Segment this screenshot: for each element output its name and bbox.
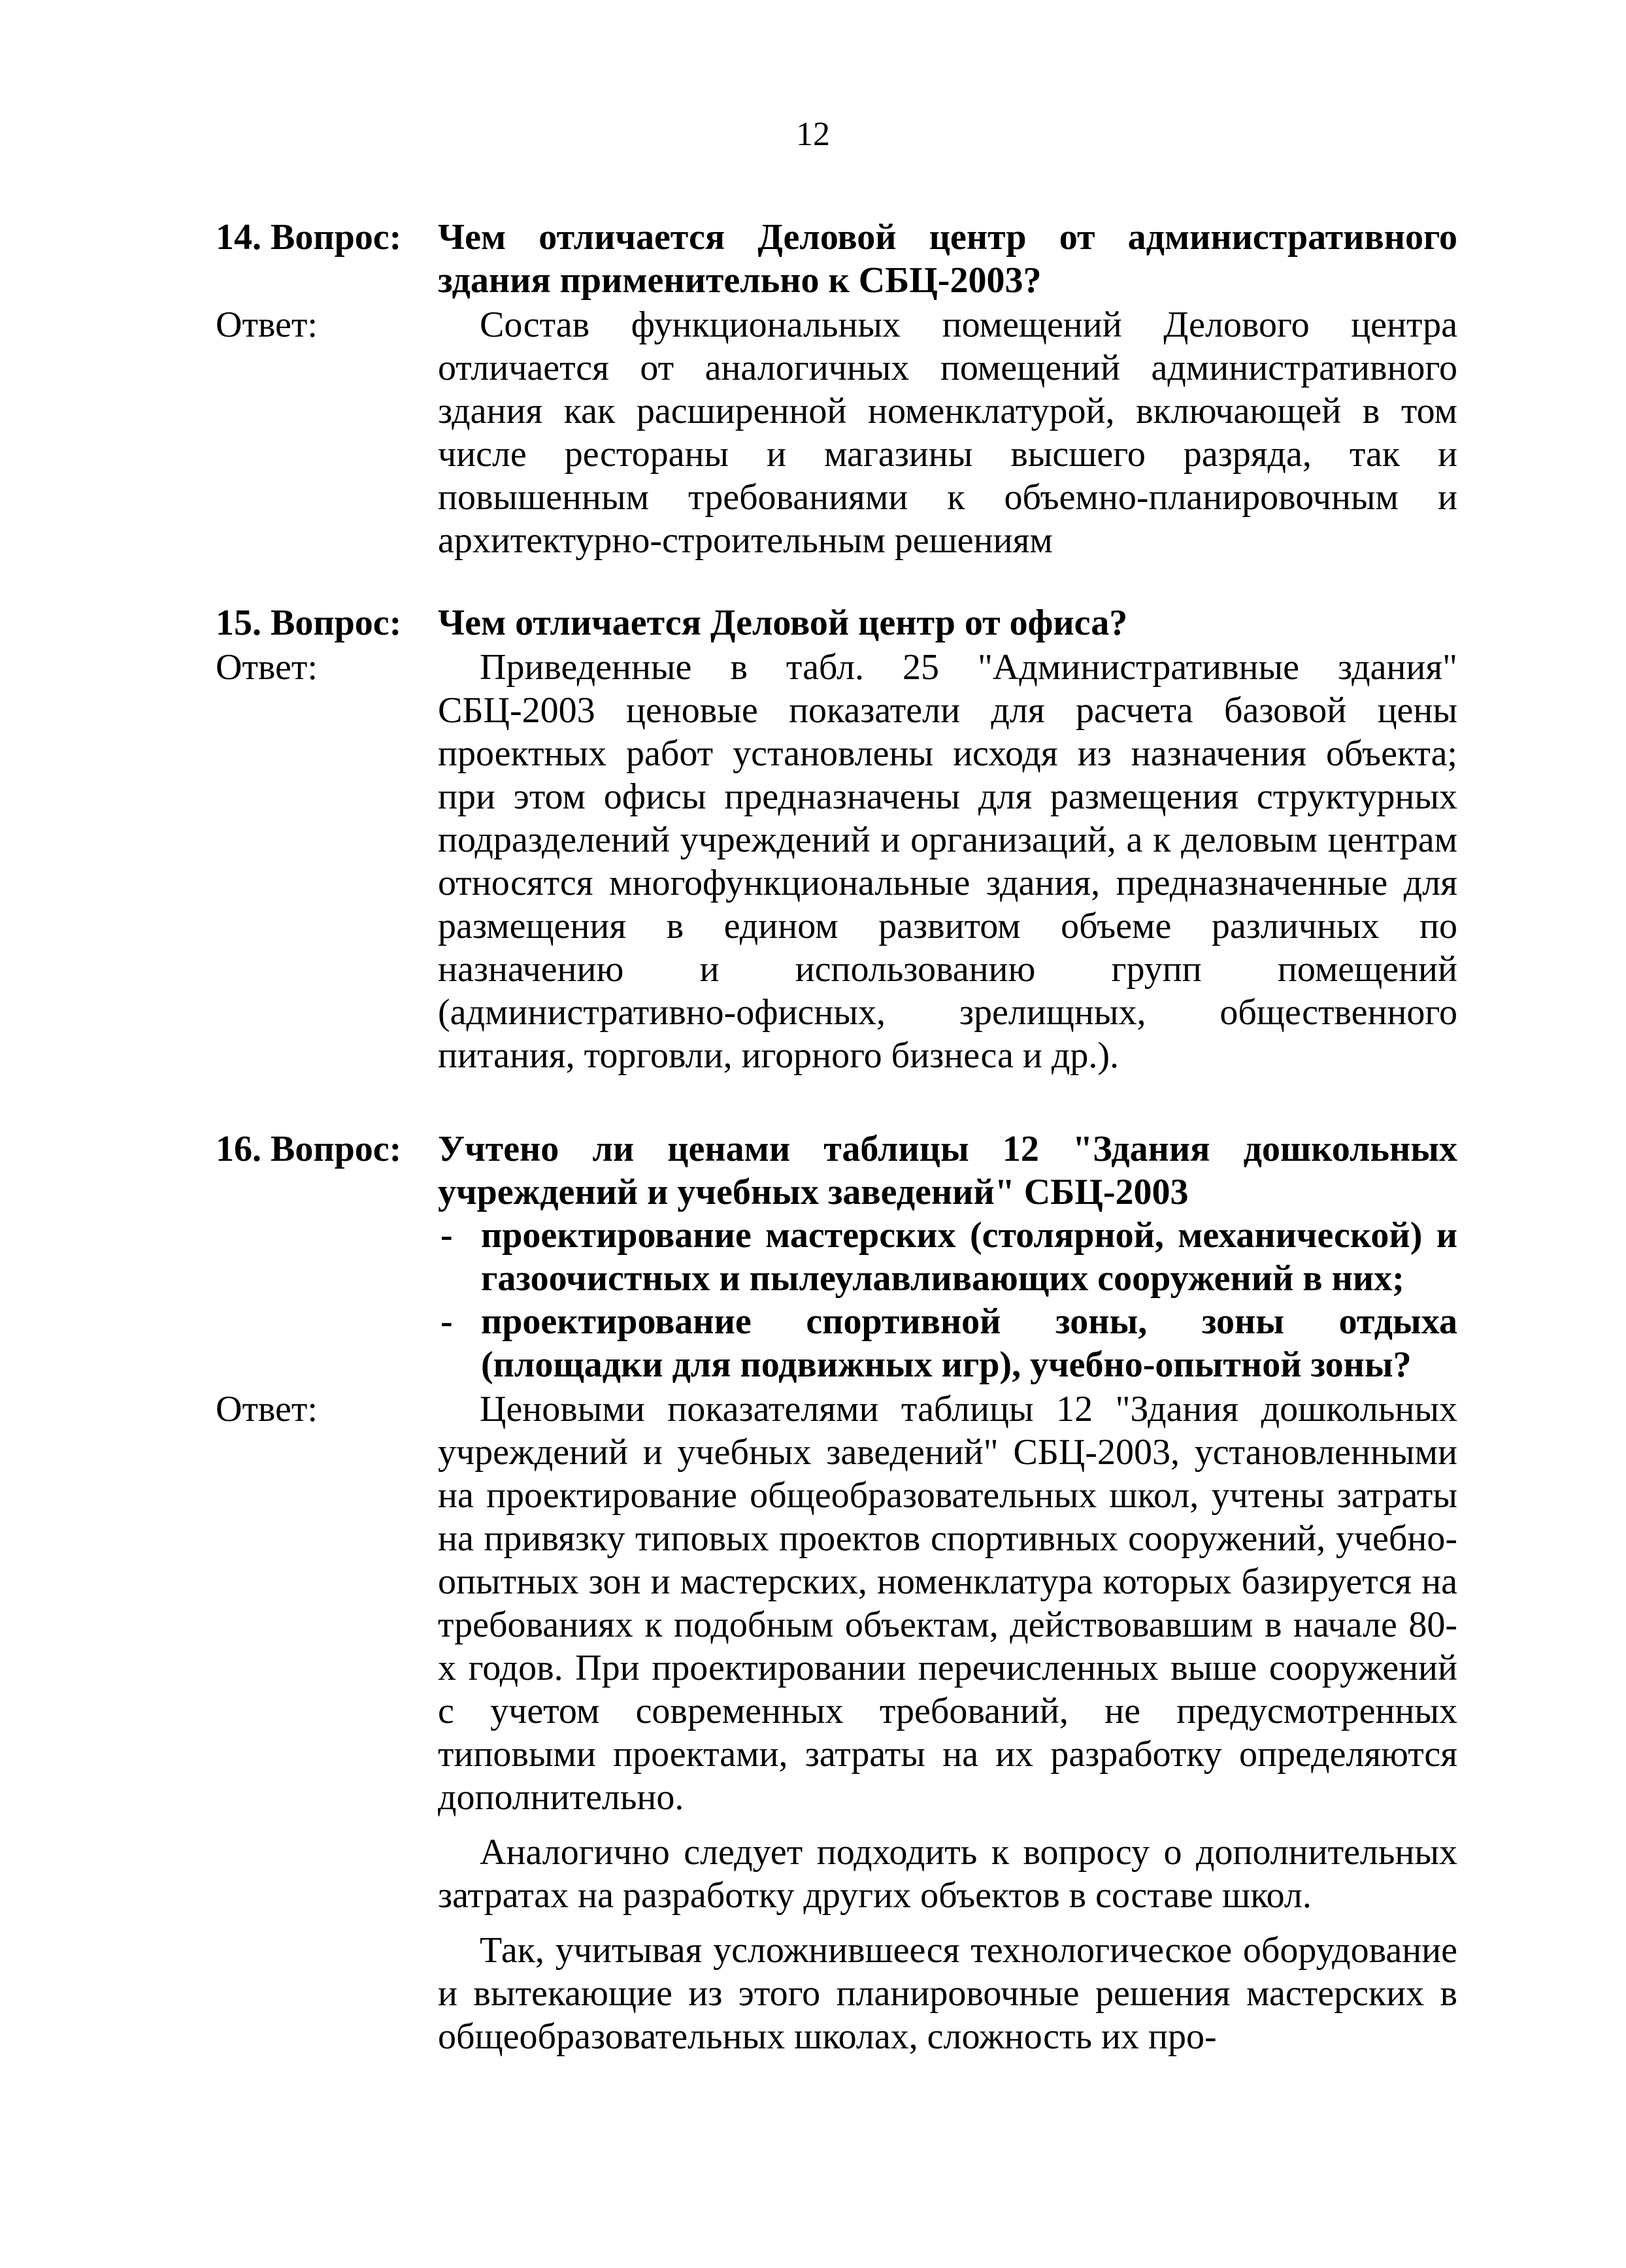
- answer-row: [216, 646, 1457, 1077]
- question-bullet: [438, 1300, 1457, 1386]
- qa-block-16: [216, 1127, 1457, 2058]
- question-text: [438, 1127, 1457, 1386]
- bullet-dash: -: [440, 1215, 453, 1256]
- question-text: Чем отличается Деловой центр от административного здания применительно к СБЦ-2003?: [438, 217, 1457, 301]
- bullet-dash: -: [440, 1301, 453, 1342]
- bullet-text: проектирование спортивной зоны, зоны отдыха (площадки для подвижных игр), учебно-опытной зоны?: [481, 1301, 1457, 1385]
- answer-label: Ответ:: [216, 647, 318, 688]
- qa-block-14: [216, 216, 1457, 562]
- question-label: 16. Вопрос:: [216, 1129, 402, 1169]
- answer-row: [216, 1388, 1457, 2058]
- question-bullet-list: [438, 1214, 1457, 1386]
- question-label: 14. Вопрос:: [216, 217, 402, 258]
- question-row: [216, 216, 1457, 302]
- answer-text: [438, 303, 1457, 562]
- answer-paragraph: Ценовыми показателями таблицы 12 "Здания дошкольных учреждений и учебных заведений" СБЦ-2003, установленными на проектирование общеобразовательных школ, учтены затраты на привязку типовых проектов спортивных сооружений, учебно-опытных зон и мастерских, номенклатура которых базируется на требованиях к подобным объектам, действовавшим в начале 80-х годов. При проектировании перечисленных выше сооружений с учетом современных требований, не предусмотренных типовыми проектами, затраты на их разработку определяются дополнительно.: [438, 1389, 1457, 1818]
- page-number: 12: [796, 116, 830, 153]
- question-bullet: [438, 1214, 1457, 1300]
- answer-label: Ответ:: [216, 305, 318, 345]
- answer-paragraph: Приведенные в табл. 25 "Административные здания" СБЦ-2003 ценовые показатели для расчета базовой цены проектных работ установлены исходя из назначения объекта; при этом офисы предназначены для размещения структурных подразделений учреждений и организаций, а к деловым центрам относятся многофункциональные здания, предназначенные для размещения в едином развитом объеме различных по назначению и использованию групп помещений (административно-офисных, зрелищных, общественного питания, торговли, игорного бизнеса и др.).: [438, 647, 1457, 1076]
- qa-block-15: [216, 601, 1457, 1077]
- answer-paragraph: Аналогично следует подходить к вопросу о дополнительных затратах на разработку других объектов в составе школ.: [438, 1832, 1457, 1916]
- question-label: 15. Вопрос:: [216, 603, 402, 643]
- question-intro: Учтено ли ценами таблицы 12 "Здания дошкольных учреждений и учебных заведений" СБЦ-2003: [438, 1129, 1457, 1212]
- question-row: [216, 1127, 1457, 1386]
- answer-paragraph: Состав функциональных помещений Делового центра отличается от аналогичных помещений административного здания как расширенной номенклатурой, включающей в том числе рестораны и магазины высшего разряда, так и повышенным требованиями к объемно-планировочным и архитектурно-строительным решениям: [438, 305, 1457, 561]
- answer-row: [216, 303, 1457, 562]
- question-text: Чем отличается Деловой центр от офиса?: [438, 603, 1128, 643]
- question-row: [216, 601, 1457, 644]
- answer-text: [438, 646, 1457, 1077]
- answer-text: [438, 1388, 1457, 2058]
- answer-paragraph: Так, учитывая усложнившееся технологическое оборудование и вытекающие из этого планировочные решения мастерских в общеобразовательных школах, сложность их про-: [438, 1930, 1457, 2057]
- answer-label: Ответ:: [216, 1389, 318, 1429]
- bullet-text: проектирование мастерских (столярной, механической) и газоочистных и пылеулавливающих сооружений в них;: [481, 1215, 1457, 1299]
